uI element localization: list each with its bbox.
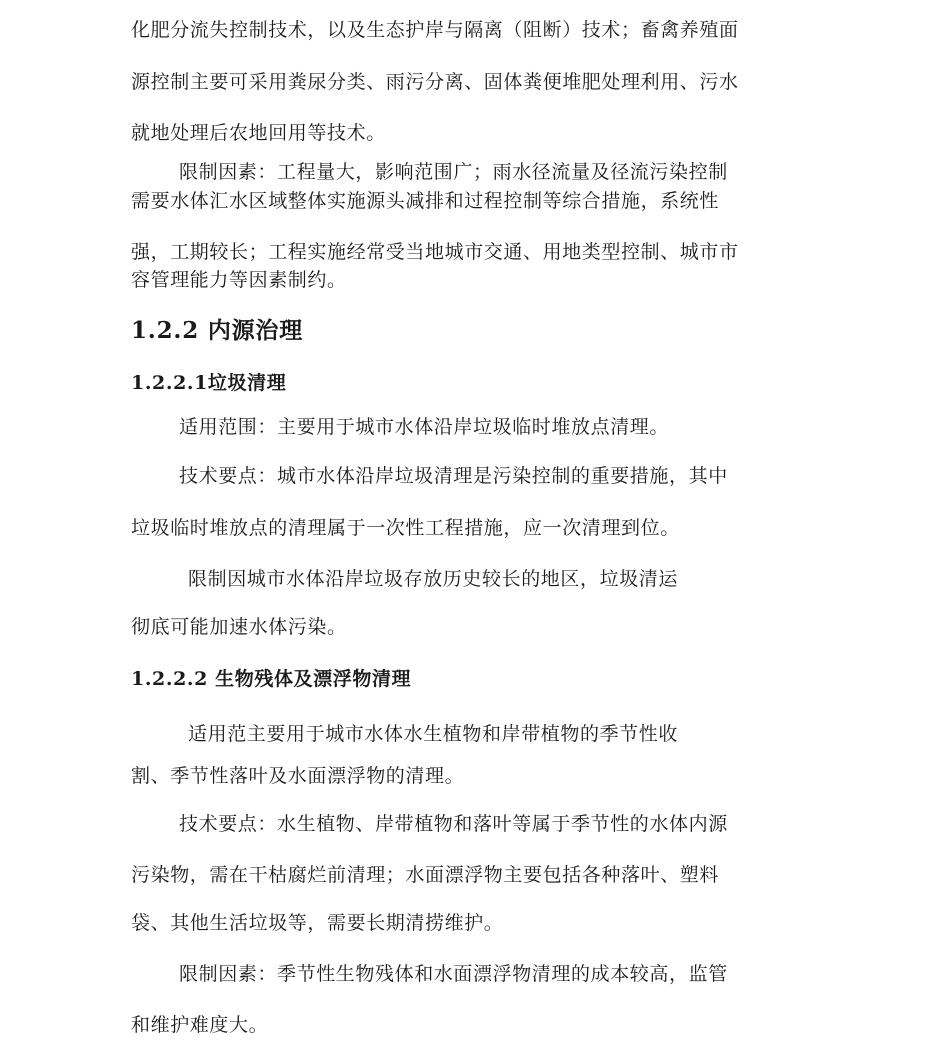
limit-line: 彻底可能加速水体污染。	[131, 616, 347, 638]
tech-line: 污染物，需在干枯腐烂前清理；水面漂浮物主要包括各种落叶、塑料	[131, 864, 720, 886]
paragraph-line: 化肥分流失控制技术，以及生态护岸与隔离（阻断）技术；畜禽养殖面	[131, 19, 739, 41]
tech-line: 垃圾临时堆放点的清理属于一次性工程措施，应一次清理到位。	[131, 517, 680, 539]
paragraph-line: 强，工期较长；工程实施经常受当地城市交通、用地类型控制、城市市	[131, 241, 739, 263]
limit-line: 限制因素：季节性生物残体和水面漂浮物清理的成本较高，监管	[179, 963, 728, 985]
subsection-heading: 1.2.2.1垃圾清理	[131, 372, 287, 394]
paragraph-line: 就地处理后农地回用等技术。	[131, 122, 386, 144]
tech-line: 技术要点：水生植物、岸带植物和落叶等属于季节性的水体内源	[179, 813, 728, 835]
limit-line: 和维护难度大。	[131, 1014, 269, 1036]
scope-line: 割、季节性落叶及水面漂浮物的清理。	[131, 765, 465, 787]
paragraph-line: 源控制主要可采用粪尿分类、雨污分离、固体粪便堆肥处理利用、污水	[131, 71, 739, 93]
scope-line: 适用范主要用于城市水体水生植物和岸带植物的季节性收	[188, 723, 679, 745]
paragraph-line: 限制因素：工程量大，影响范围广；雨水径流量及径流污染控制	[179, 161, 728, 183]
section-heading: 1.2.2 内源治理	[131, 317, 304, 344]
paragraph-line: 需要水体汇水区域整体实施源头减排和过程控制等综合措施，系统性	[131, 190, 720, 212]
limit-line: 限制因城市水体沿岸垃圾存放历史较长的地区，垃圾清运	[188, 568, 679, 590]
tech-line: 袋、其他生活垃圾等，需要长期清捞维护。	[131, 912, 504, 934]
tech-line: 技术要点：城市水体沿岸垃圾清理是污染控制的重要措施，其中	[179, 465, 728, 487]
subsection-heading: 1.2.2.2 生物残体及漂浮物清理	[131, 668, 412, 690]
paragraph-line: 容管理能力等因素制约。	[131, 269, 347, 291]
scope-line: 适用范围：主要用于城市水体沿岸垃圾临时堆放点清理。	[179, 416, 670, 438]
